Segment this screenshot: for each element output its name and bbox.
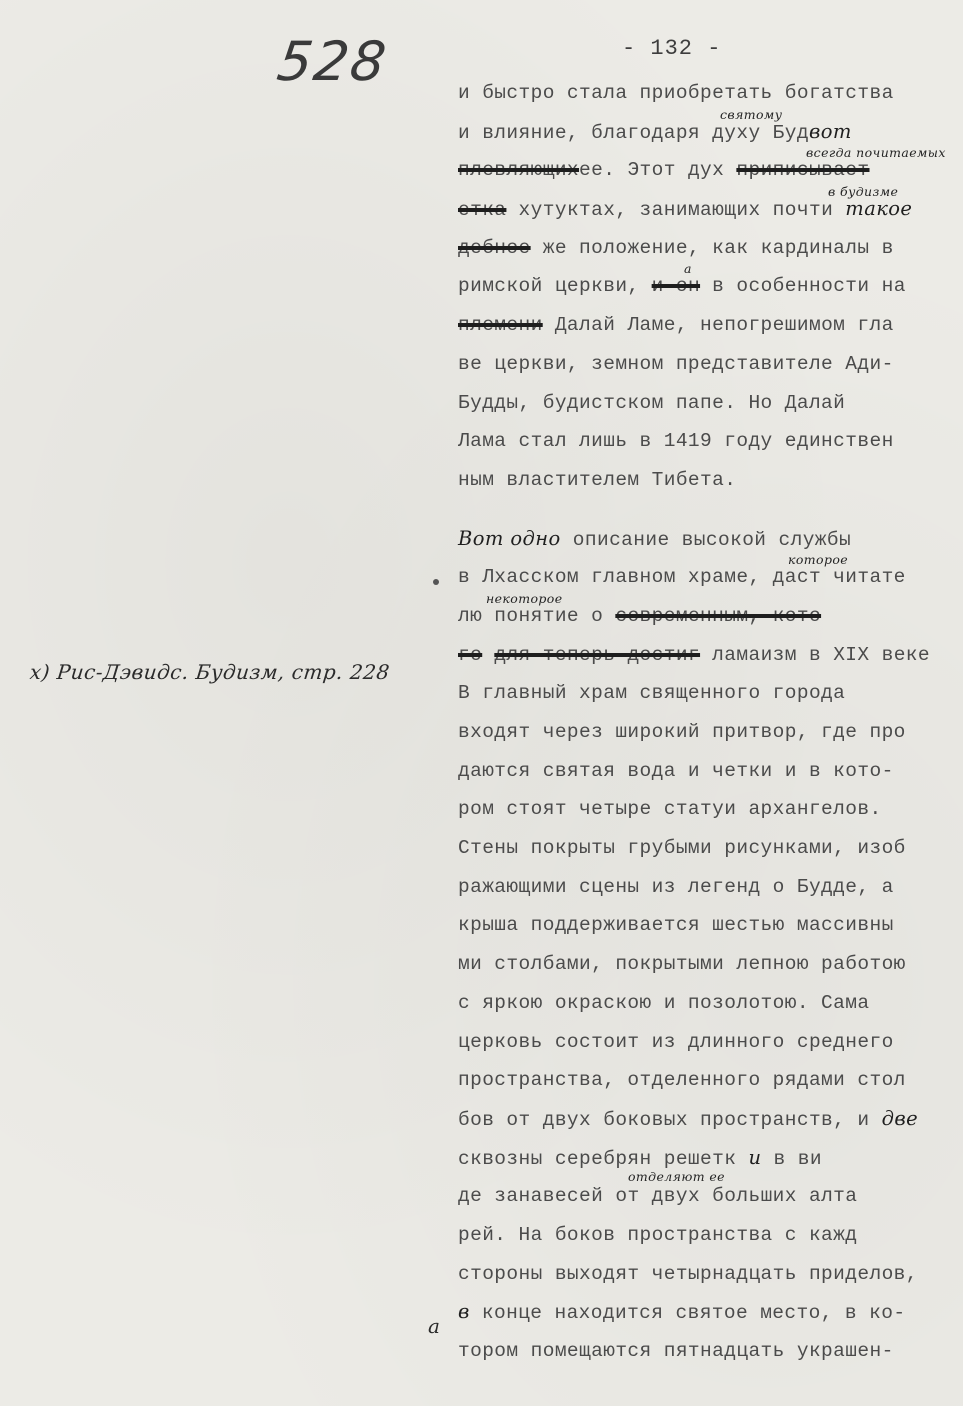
handwritten-insertion: святому [720, 106, 783, 122]
struck-text: современным, кото [615, 604, 822, 627]
typed-text: ламаизм в XIX веке [712, 643, 931, 666]
struck-text: го [458, 643, 483, 666]
typed-text: описание высокой службы [572, 528, 852, 551]
typed-text: рей. На боков пространства с кажд [458, 1223, 858, 1246]
typed-text: де занавесей [458, 1185, 604, 1208]
handwritten-insertion: такое [845, 197, 913, 221]
typed-text: в Лхасском главном храме, даст читате [458, 566, 906, 589]
typed-text: хутуктах, занимающих почти [518, 199, 834, 222]
text-line [458, 829, 948, 868]
typed-text: ным властителем Тибета. [458, 468, 737, 491]
text-line [458, 1061, 948, 1100]
typed-text: даются святая вода и четки и в кото- [458, 759, 894, 782]
text-line [458, 1255, 948, 1294]
struck-text: племени [458, 314, 543, 337]
typed-text: крыша поддерживается шестью массивны [458, 914, 894, 937]
typed-text: входят через широкий притвор, где про [458, 721, 906, 743]
typed-text: сквозны серебрян решетк [458, 1147, 737, 1170]
typed-text: в особенности на [712, 275, 906, 298]
text-line [458, 868, 948, 907]
typed-text: Лама стал лишь в 1419 году единствен [458, 430, 894, 453]
text-line [458, 520, 948, 559]
text-line [458, 906, 948, 945]
typed-text: В главный храм священного города [458, 682, 846, 705]
paragraph-gap [458, 500, 948, 520]
text-line [458, 261, 948, 306]
text-line [458, 229, 948, 268]
text-line [458, 713, 948, 752]
typed-text: в ви [773, 1147, 822, 1170]
typed-text: церковь состоит из длинного среднего [458, 1030, 894, 1053]
typed-text: ми столбами, покрытыми лепною работою [458, 953, 906, 976]
typed-text: бов от двух боковых пространств, и [458, 1108, 870, 1131]
text-line [458, 636, 948, 675]
handwritten-insertion: а [684, 261, 692, 277]
handwritten-insertion: некоторое [486, 590, 563, 606]
archive-number: 528 [273, 30, 392, 93]
handwritten-insertion: две [881, 1106, 919, 1130]
typed-text: конце находится святое место, в ко- [481, 1302, 906, 1325]
handwritten-insertion: Вот одно [458, 526, 561, 550]
typed-text: лю понятие о [458, 604, 604, 627]
struck-text: приписывает [736, 159, 870, 182]
typed-text: же положение, как кардиналы в [542, 236, 894, 259]
handwritten-insertion: в будизме [828, 184, 899, 200]
typed-text: Далай Ламе, непогрешимом гла [554, 314, 894, 337]
text-line [458, 674, 948, 713]
typed-text: плевляющих [458, 159, 580, 182]
text-line [458, 1293, 948, 1332]
typed-text: с яркою окраскою и позолотою. Сама [458, 991, 870, 1014]
typed-text: ражающими сцены из легенд о Будде, а [458, 875, 894, 898]
text-line [458, 306, 948, 345]
typed-text: пространства, отделенного рядами стол [458, 1069, 906, 1092]
text-line [458, 74, 948, 113]
typed-text: римской церкви, [458, 275, 640, 298]
struck-text: етка [458, 199, 507, 222]
typed-text-column [458, 74, 948, 1371]
text-line [458, 790, 948, 829]
struck-text: дебное [458, 236, 531, 259]
typed-text: и быстро стала приобретать богатства [458, 82, 894, 104]
typed-text: ве церкви, земном представителе Ади- [458, 352, 894, 375]
text-line [458, 184, 948, 229]
handwritten-insertion: и [748, 1145, 762, 1169]
margin-letter: а [428, 1314, 440, 1338]
text-line [458, 1023, 948, 1062]
handwritten-insertion: вот [808, 119, 852, 143]
page-number: - 132 - [622, 36, 722, 61]
handwritten-insertion: в [458, 1300, 470, 1324]
struck-text: и он [651, 275, 701, 298]
handwritten-insertion: которое [788, 552, 849, 568]
text-line [458, 1100, 948, 1139]
typed-text: тором помещаются пятнадцать украшен- [458, 1340, 894, 1362]
typed-text: ром стоят четыре статуи архангелов. [458, 798, 882, 821]
text-line [458, 984, 948, 1023]
typed-text: от двух больших алта [615, 1185, 858, 1208]
typed-text: Стены покрыты грубыми рисунками, изоб [458, 837, 906, 860]
text-line [458, 1332, 948, 1371]
handwritten-insertion: отделяют ее [628, 1169, 725, 1185]
handwritten-insertion: всегда почитаемых [806, 145, 946, 161]
typed-text: и влияние, благодаря духу Буд [458, 121, 809, 144]
text-line [458, 1216, 948, 1255]
text-line [458, 945, 948, 984]
text-line [458, 384, 948, 423]
text-line [458, 1169, 948, 1216]
text-line [458, 461, 948, 500]
typed-text: Будды, будистском папе. Но Далай [458, 391, 846, 414]
typed-text: стороны выходят четырнадцать приделов, [458, 1262, 918, 1285]
ink-dot [433, 579, 439, 585]
struck-text: для теперь достиг [494, 643, 701, 666]
typed-text: ее. Этот дух [579, 159, 725, 182]
text-line [458, 345, 948, 384]
text-line [458, 590, 948, 636]
margin-footnote: х) Рис-Дэвидс. Будизм, стр. 228 [28, 660, 391, 684]
text-line [458, 422, 948, 461]
text-line [458, 752, 948, 791]
